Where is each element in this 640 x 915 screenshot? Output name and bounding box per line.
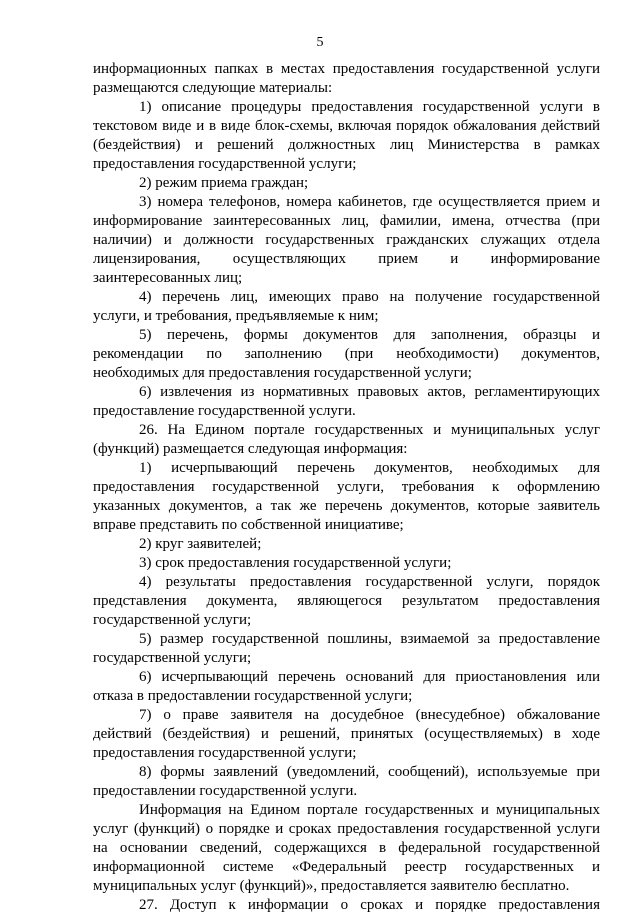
text-line: указанных документов, а так же перечень документов, которые заявитель (93, 498, 600, 514)
text-line: предоставления государственной услуги; (93, 156, 357, 172)
text-line: 5) размер государственной пошлины, взимаемой за предоставление (139, 631, 600, 647)
text-line: 3) срок предоставления государственной услуги; (139, 555, 452, 571)
text-line: 27. Доступ к информации о сроках и порядке предоставления (139, 897, 600, 913)
page-number: 5 (316, 35, 324, 50)
text-line: 7) о праве заявителя на досудебное (внесудебное) обжалование (139, 707, 600, 723)
text-line: 8) формы заявлений (уведомлений, сообщений), используемые при (139, 764, 600, 780)
text-line: предоставления государственной услуги, требования к оформлению (93, 479, 600, 495)
text-line: 2) режим приема граждан; (139, 175, 309, 191)
text-line: 1) описание процедуры предоставления государственной услуги в (139, 99, 600, 115)
text-line: информационных папках в местах предоставления государственной услуги (93, 61, 600, 77)
text-line: услуг (функций) о порядке и сроках предоставления государственной услуги (93, 821, 600, 837)
text-line: текстовом виде и в виде блок-схемы, включая порядок обжалования действий (93, 118, 600, 134)
text-line: заинтересованных лиц; (93, 270, 243, 286)
text-line: Информация на Едином портале государственных и муниципальных (139, 802, 600, 818)
text-line: муниципальных услуг (функций)», предоставляется заявителю бесплатно. (93, 878, 570, 894)
text-line: 1) исчерпывающий перечень документов, необходимых для (139, 460, 600, 476)
text-line: 3) номера телефонов, номера кабинетов, где осуществляется прием и (139, 194, 600, 210)
text-line: на основании сведений, содержащихся в федеральной государственной (93, 840, 600, 856)
text-line: действий (бездействия) и решений, принятых (осуществляемых) в ходе (93, 726, 600, 742)
text-line: отказа в предоставлении государственной услуги; (93, 688, 413, 704)
document-body (93, 60, 600, 915)
text-line: лицензирования, осуществляющих прием и информирование (93, 251, 600, 267)
text-line: 6) извлечения из нормативных правовых актов, регламентирующих (139, 384, 600, 400)
text-line: информационной системе «Федеральный реестр государственных и (93, 859, 600, 875)
text-line: вправе представить по собственной инициативе; (93, 517, 404, 533)
text-line: информирование заинтересованных лиц, фамилии, имена, отчества (при (93, 213, 600, 229)
text-line: 26. На Едином портале государственных и муниципальных услуг (139, 422, 600, 438)
text-line: предоставлении государственной услуги. (93, 783, 358, 799)
text-line: 4) результаты предоставления государственной услуги, порядок (139, 574, 600, 590)
text-line: государственной услуги; (93, 650, 252, 666)
text-line: наличии) и должности государственных гражданских служащих отдела (93, 232, 600, 248)
text-line: необходимых для предоставления государственной услуги; (93, 365, 472, 381)
text-line: 5) перечень, формы документов для заполнения, образцы и (139, 327, 600, 343)
text-line: (бездействия) и решений должностных лиц Министерства в рамках (93, 137, 600, 153)
text-line: государственной услуги; (93, 612, 252, 628)
text-line: 6) исчерпывающий перечень оснований для приостановления или (139, 669, 600, 685)
text-line: размещаются следующие материалы: (93, 80, 333, 96)
text-line: (функций) размещается следующая информация: (93, 441, 408, 457)
text-line: 4) перечень лиц, имеющих право на получение государственной (139, 289, 600, 305)
text-line: предоставления государственной услуги; (93, 745, 357, 761)
text-line: 2) круг заявителей; (139, 536, 262, 552)
text-line: предоставление государственной услуги. (93, 403, 356, 419)
text-line: услуги, и требования, предъявляемые к ним; (93, 308, 379, 324)
text-line: представления документа, являющегося результатом предоставления (93, 593, 600, 609)
text-line: рекомендации по заполнению (при необходимости) документов, (93, 346, 600, 362)
